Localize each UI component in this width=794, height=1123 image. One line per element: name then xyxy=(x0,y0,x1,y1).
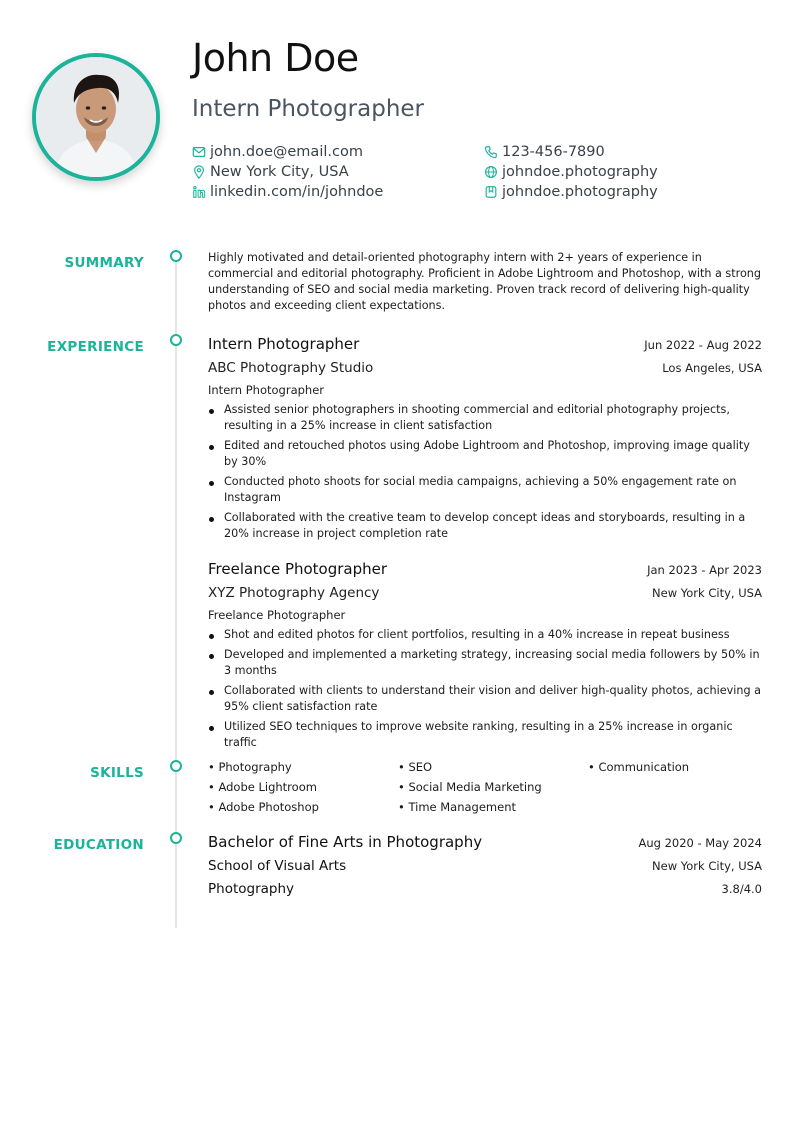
skill-item: • Adobe Lightroom xyxy=(208,780,317,794)
education-location: New York City, USA xyxy=(652,859,762,873)
job-title: Freelance Photographer xyxy=(208,560,388,578)
education-school-row xyxy=(208,858,762,874)
portfolio-icon xyxy=(484,185,498,199)
experience-section xyxy=(208,335,762,749)
contact-website[interactable] xyxy=(484,162,658,182)
list-item: Utilized SEO techniques to improve website ranking, resulting in a 25% increase in organic traffic xyxy=(208,719,762,751)
skills-section xyxy=(208,760,762,820)
candidate-title: Intern Photographer xyxy=(192,96,425,122)
skill-item: • Adobe Photoshop xyxy=(208,800,319,814)
list-item: Edited and retouched photos using Adobe Lightroom and Photoshop, improving image quality by 30% xyxy=(208,438,762,470)
job-bullets xyxy=(208,627,762,755)
mail-icon xyxy=(192,145,206,159)
contact-linkedin-text: linkedin.com/in/johndoe xyxy=(210,184,384,200)
education-dates: Aug 2020 - May 2024 xyxy=(638,836,762,850)
skill-item: • SEO xyxy=(398,760,433,774)
globe-icon xyxy=(484,165,498,179)
avatar xyxy=(32,53,160,181)
contact-linkedin[interactable] xyxy=(192,182,383,202)
summary-text: Highly motivated and detail-oriented photography intern with 2+ years of experience in commercial and editorial photography. Proficient in Adobe Lightroom and Photoshop, with a strong understanding of SEO and social media marketing. Proven track record of delivering high-quality photos and exceeding client expectations. xyxy=(208,251,762,312)
contact-portfolio[interactable] xyxy=(484,182,658,202)
candidate-name: John Doe xyxy=(192,36,359,80)
phone-icon xyxy=(484,145,498,159)
contact-website-text: johndoe.photography xyxy=(502,164,658,180)
list-item: Developed and implemented a marketing strategy, increasing social media followers by 50% in 3 months xyxy=(208,647,762,679)
linkedin-icon xyxy=(192,185,206,199)
job-company-row xyxy=(208,360,762,376)
timeline-line xyxy=(175,256,177,928)
timeline-dot-summary xyxy=(170,250,182,262)
skill-item: • Social Media Marketing xyxy=(398,780,542,794)
list-item: Shot and edited photos for client portfolios, resulting in a 40% increase in repeat business xyxy=(208,627,762,643)
skill-item: • Photography xyxy=(208,760,292,774)
job-role: Freelance Photographer xyxy=(208,608,346,622)
job-bullets xyxy=(208,402,762,546)
education-field: Photography xyxy=(208,881,295,897)
skill-item: • Communication xyxy=(588,760,690,774)
job-company: XYZ Photography Agency xyxy=(208,585,380,601)
job-header xyxy=(208,560,762,578)
education-school: School of Visual Arts xyxy=(208,858,347,874)
list-item: Collaborated with the creative team to develop concept ideas and storyboards, resulting in a 20% increase in project completion rate xyxy=(208,510,762,542)
contact-portfolio-text: johndoe.photography xyxy=(502,184,658,200)
contact-email[interactable] xyxy=(192,142,363,162)
education-header xyxy=(208,833,762,851)
job-dates: Jun 2022 - Aug 2022 xyxy=(644,338,762,352)
contact-location-text: New York City, USA xyxy=(210,164,349,180)
section-label-experience: EXPERIENCE xyxy=(47,339,144,355)
timeline-dot-experience xyxy=(170,334,182,346)
job-title: Intern Photographer xyxy=(208,335,360,353)
education-section xyxy=(208,833,762,913)
list-item: Collaborated with clients to understand their vision and deliver high-quality photos, achieving a 95% client satisfaction rate xyxy=(208,683,762,715)
contact-location xyxy=(192,162,349,182)
section-label-skills: SKILLS xyxy=(90,765,144,781)
skill-item: • Time Management xyxy=(398,800,517,814)
timeline-dot-education xyxy=(170,832,182,844)
profile-photo xyxy=(36,57,156,177)
education-degree: Bachelor of Fine Arts in Photography xyxy=(208,833,483,851)
timeline-dot-skills xyxy=(170,760,182,772)
education-field-row xyxy=(208,881,762,897)
job-location: Los Angeles, USA xyxy=(662,361,762,375)
contact-phone[interactable] xyxy=(484,142,605,162)
contact-phone-text: 123-456-7890 xyxy=(502,144,605,160)
job-location: New York City, USA xyxy=(652,586,762,600)
contact-email-text: john.doe@email.com xyxy=(210,144,363,160)
job-dates: Jan 2023 - Apr 2023 xyxy=(647,563,762,577)
job-header xyxy=(208,335,762,353)
job-role: Intern Photographer xyxy=(208,383,325,397)
location-icon xyxy=(192,165,206,179)
job-company: ABC Photography Studio xyxy=(208,360,374,376)
list-item: Conducted photo shoots for social media campaigns, achieving a 50% engagement rate on Instagram xyxy=(208,474,762,506)
list-item: Assisted senior photographers in shooting commercial and editorial photography projects, resulting in a 25% increase in client satisfaction xyxy=(208,402,762,434)
job-company-row xyxy=(208,585,762,601)
job-role-row xyxy=(208,608,762,622)
job-role-row xyxy=(208,383,762,397)
education-gpa: 3.8/4.0 xyxy=(721,882,762,896)
section-label-summary: SUMMARY xyxy=(64,255,144,271)
section-label-education: EDUCATION xyxy=(53,837,144,853)
